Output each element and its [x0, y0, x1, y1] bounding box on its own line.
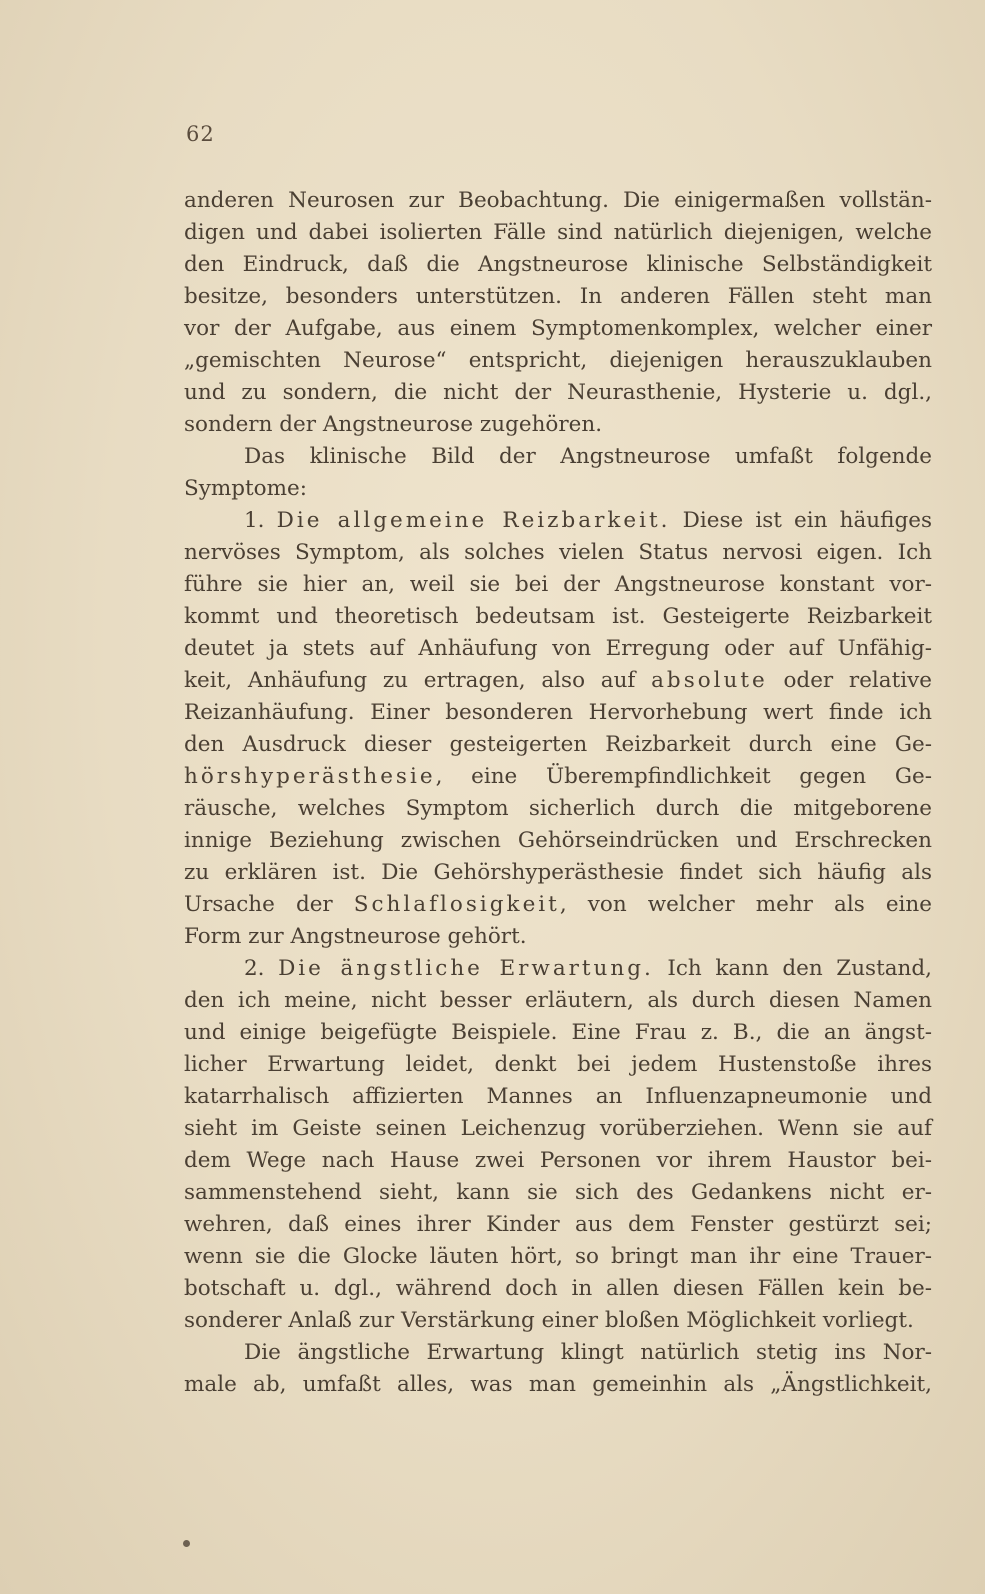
text-line: nervöses Symptom, als solches vielen Status nervosi eigen. Ich — [184, 540, 932, 565]
text-line — [184, 505, 932, 537]
line-part: oder relative — [767, 668, 932, 693]
emphasis-text: absolute — [651, 668, 768, 693]
text-line: den ich meine, nicht besser erläutern, als durch diesen Namen — [184, 988, 932, 1013]
emphasis-text: Schlaflosigkeit — [353, 892, 560, 917]
text-line: Form zur Angstneurose gehört. — [184, 924, 527, 949]
line-part: , eine Überempfindlichkeit gegen Ge- — [435, 764, 932, 789]
text-line: dem Wege nach Hause zwei Personen vor ihrem Haustor bei- — [184, 1148, 932, 1173]
text-line: male ab, umfaßt alles, was man gemeinhin als „Ängstlichkeit, — [184, 1372, 932, 1397]
text-line: licher Erwartung leidet, denkt bei jedem Hustenstoße ihres — [184, 1052, 932, 1077]
paper-speck — [183, 1540, 190, 1547]
text-line: deutet ja stets auf Anhäufung von Erregung oder auf Unfähig- — [184, 636, 932, 661]
text-line: sammenstehend sieht, kann sie sich des Gedankens nicht er- — [184, 1180, 932, 1205]
line-part: 2. — [244, 956, 279, 981]
text-line — [184, 665, 932, 697]
text-line — [184, 953, 932, 985]
text-line: besitze, besonders unterstützen. In anderen Fällen steht man — [184, 284, 932, 309]
text-line — [184, 761, 932, 793]
line-part: Ich kann den Zustand, — [653, 956, 932, 981]
text-line: zu erklären ist. Die Gehörshyperästhesie findet sich häufig als — [184, 860, 932, 885]
text-line — [184, 889, 932, 921]
text-line: sieht im Geiste seinen Leichenzug vorüberziehen. Wenn sie auf — [184, 1116, 932, 1141]
text-line: „gemischten Neurose“ entspricht, diejenigen herauszuklauben — [184, 348, 932, 373]
text-line: führe sie hier an, weil sie bei der Angstneurose konstant vor- — [184, 572, 932, 597]
text-line: vor der Aufgabe, aus einem Symptomenkomplex, welcher einer — [184, 316, 932, 341]
text-line: kommt und theoretisch bedeutsam ist. Gesteigerte Reizbarkeit — [184, 604, 932, 629]
emphasis-text: hörshyperästhesie — [184, 764, 436, 789]
text-line: und einige beigefügte Beispiele. Eine Frau z. B., die an ängst- — [184, 1020, 932, 1045]
text-line: innige Beziehung zwischen Gehörseindrücken und Erschrecken — [184, 828, 932, 853]
text-line: räusche, welches Symptom sicherlich durch die mitgeborene — [184, 796, 932, 821]
text-line: sonderer Anlaß zur Verstärkung einer bloßen Möglichkeit vorliegt. — [184, 1308, 914, 1333]
text-line: Die ängstliche Erwartung klingt natürlich stetig ins Nor- — [244, 1340, 932, 1365]
text-line: digen und dabei isolierten Fälle sind natürlich diejenigen, welche — [184, 220, 932, 245]
text-line: den Ausdruck dieser gesteigerten Reizbarkeit durch eine Ge- — [184, 732, 932, 757]
text-line: den Eindruck, daß die Angstneurose klinische Selbständigkeit — [184, 252, 932, 277]
text-line: katarrhalisch affizierten Mannes an Influenzapneumonie und — [184, 1084, 932, 1109]
page-number: 62 — [186, 122, 215, 146]
text-line: botschaft u. dgl., während doch in allen diesen Fällen kein be- — [184, 1276, 932, 1301]
emphasis-text: Die allgemeine Reizbarkeit. — [276, 508, 671, 533]
line-part: Diese ist ein häufiges — [670, 508, 932, 533]
text-line: Symptome: — [184, 476, 307, 501]
text-line: sondern der Angstneurose zugehören. — [184, 412, 603, 437]
line-part: 1. — [244, 508, 277, 533]
emphasis-text: Die ängstliche Erwartung. — [278, 956, 654, 981]
text-line: Das klinische Bild der Angstneurose umfaßt folgende — [244, 444, 932, 469]
text-line: Reizanhäufung. Einer besonderen Hervorhebung wert finde ich — [184, 700, 932, 725]
body-text — [184, 185, 932, 1401]
text-line: und zu sondern, die nicht der Neurasthenie, Hysterie u. dgl., — [184, 380, 932, 405]
text-line: anderen Neurosen zur Beobachtung. Die einigermaßen vollstän- — [184, 188, 932, 213]
text-line: wehren, daß eines ihrer Kinder aus dem Fenster gestürzt sei; — [184, 1212, 932, 1237]
text-line: wenn sie die Glocke läuten hört, so bringt man ihr eine Trauer- — [184, 1244, 932, 1269]
line-part: keit, Anhäufung zu ertragen, also auf — [184, 668, 652, 693]
line-part: Ursache der — [184, 892, 354, 917]
line-part: , von welcher mehr als eine — [559, 892, 932, 917]
